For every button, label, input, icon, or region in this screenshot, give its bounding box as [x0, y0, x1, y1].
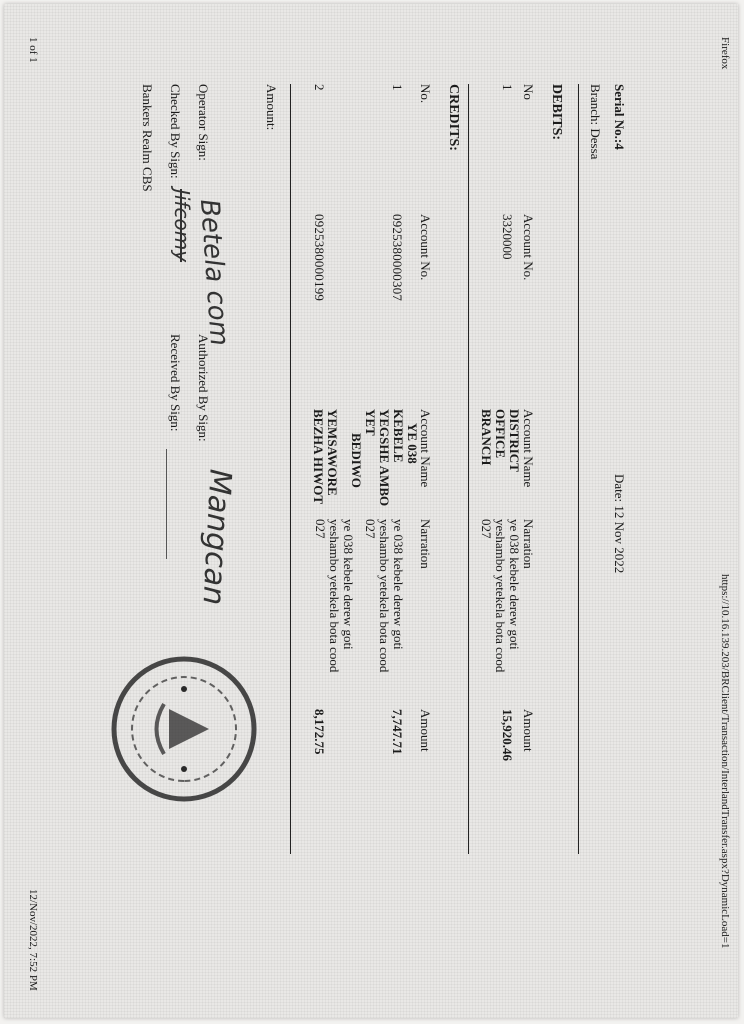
debit-narration-line: 027: [479, 519, 494, 539]
credits-title: CREDITS:: [446, 84, 461, 151]
credit-narration-line: 027: [363, 519, 378, 539]
credit-narration-line: ye 038 kebele derew goti: [341, 519, 356, 650]
debit-account-name-line: OFFICE: [493, 409, 508, 459]
credits-col-amount: Amount: [418, 709, 433, 752]
debit-row-account-name: [479, 409, 521, 472]
debits-divider: [468, 84, 469, 854]
operator-signature: Betela com: [193, 198, 235, 347]
credit-account-name-line: YET: [363, 409, 378, 436]
credit-row-2-narration: [313, 519, 355, 672]
credit-account-name-line: KEBELE: [391, 409, 406, 463]
credits-col-account-no: Account No.: [418, 214, 433, 281]
header-divider: [578, 84, 579, 854]
received-sign-label: Received By Sign:: [168, 334, 183, 432]
credit-row-2-account-name: [311, 409, 339, 504]
document-date: Date: 12 Nov 2022: [612, 474, 627, 574]
document-page: [4, 4, 738, 1018]
credit-narration-line: yeshambo yetekela bota cood: [327, 519, 342, 673]
debits-col-amount: Amount: [521, 709, 536, 752]
debit-narration-line: ye 038 kebele derew goti: [507, 519, 522, 650]
credit-account-name-line: YE 038: [405, 423, 420, 464]
official-stamp: [104, 649, 264, 809]
system-name: Bankers Realm CBS: [140, 84, 155, 192]
credits-divider: [290, 84, 291, 854]
credit-account-name-line: YEMSAWORE: [325, 409, 340, 496]
credit-row-2-amount: 8,172.75: [312, 709, 327, 755]
amount-label: Amount:: [264, 84, 279, 131]
credit-row-1-account-name: [349, 409, 419, 506]
debit-row-narration: [479, 519, 521, 672]
credit-account-name-line: BEZHA HIWOT: [311, 409, 326, 504]
debits-col-narration: Narration: [521, 519, 536, 569]
credit-row-1-narration: [363, 519, 405, 672]
credit-row-2-no: 2: [312, 84, 327, 91]
print-timestamp: 12/Nov/2022, 7:52 PM: [27, 889, 39, 991]
browser-name: Firefox: [719, 37, 731, 70]
credit-narration-line: 027: [313, 519, 328, 539]
branch-name: Branch: Dessa: [588, 84, 603, 160]
credits-col-narration: Narration: [418, 519, 433, 569]
credit-row-1-amount: 7,747.71: [390, 709, 405, 755]
authorized-signature: Mangcan: [195, 468, 238, 607]
operator-sign-label: Operator Sign:: [196, 84, 211, 161]
debit-row-no: 1: [500, 84, 515, 91]
checked-signature: Jifcomy: [170, 189, 194, 263]
received-sign-line: [166, 449, 167, 559]
debits-title: DEBITS:: [549, 84, 564, 141]
debit-row-amount: 15,920.46: [500, 709, 515, 761]
credit-row-2-account-no: 0925380000199: [312, 214, 327, 302]
credit-account-name-line: BEDIWO: [349, 433, 364, 488]
rotated-print-sheet: [9, 9, 739, 1009]
debit-row-account-no: 3320000: [500, 214, 515, 260]
serial-number: Serial No.:4: [612, 84, 627, 150]
debit-account-name-line: DISTRICT: [507, 409, 522, 472]
authorized-sign-label: Authorized By Sign:: [196, 334, 211, 442]
credits-col-no: No.: [418, 84, 433, 104]
debits-col-account-no: Account No.: [521, 214, 536, 281]
debits-col-account-name: Account Name: [521, 409, 536, 488]
credit-row-1-account-no: 0925380000307: [390, 214, 405, 302]
debits-col-no: No: [521, 84, 536, 100]
credits-col-account-name: Account Name: [418, 409, 433, 488]
page-url: https://10.16.139.203/BRClient/Transaction/InterlandTransfer.aspx?DynamicLoad=1: [719, 574, 731, 949]
credit-row-1-no: 1: [390, 84, 405, 91]
page-count: 1 of 1: [27, 37, 39, 63]
checked-sign-label: Checked By Sign:: [168, 84, 183, 179]
credit-narration-line: ye 038 kebele derew goti: [391, 519, 406, 650]
debit-account-name-line: BRANCH: [479, 409, 494, 466]
credit-narration-line: yeshambo yetekela bota cood: [377, 519, 392, 673]
credit-account-name-line: YEGSHE AMBO: [377, 409, 392, 507]
debit-narration-line: yeshambo yetekela bota cood: [493, 519, 508, 673]
